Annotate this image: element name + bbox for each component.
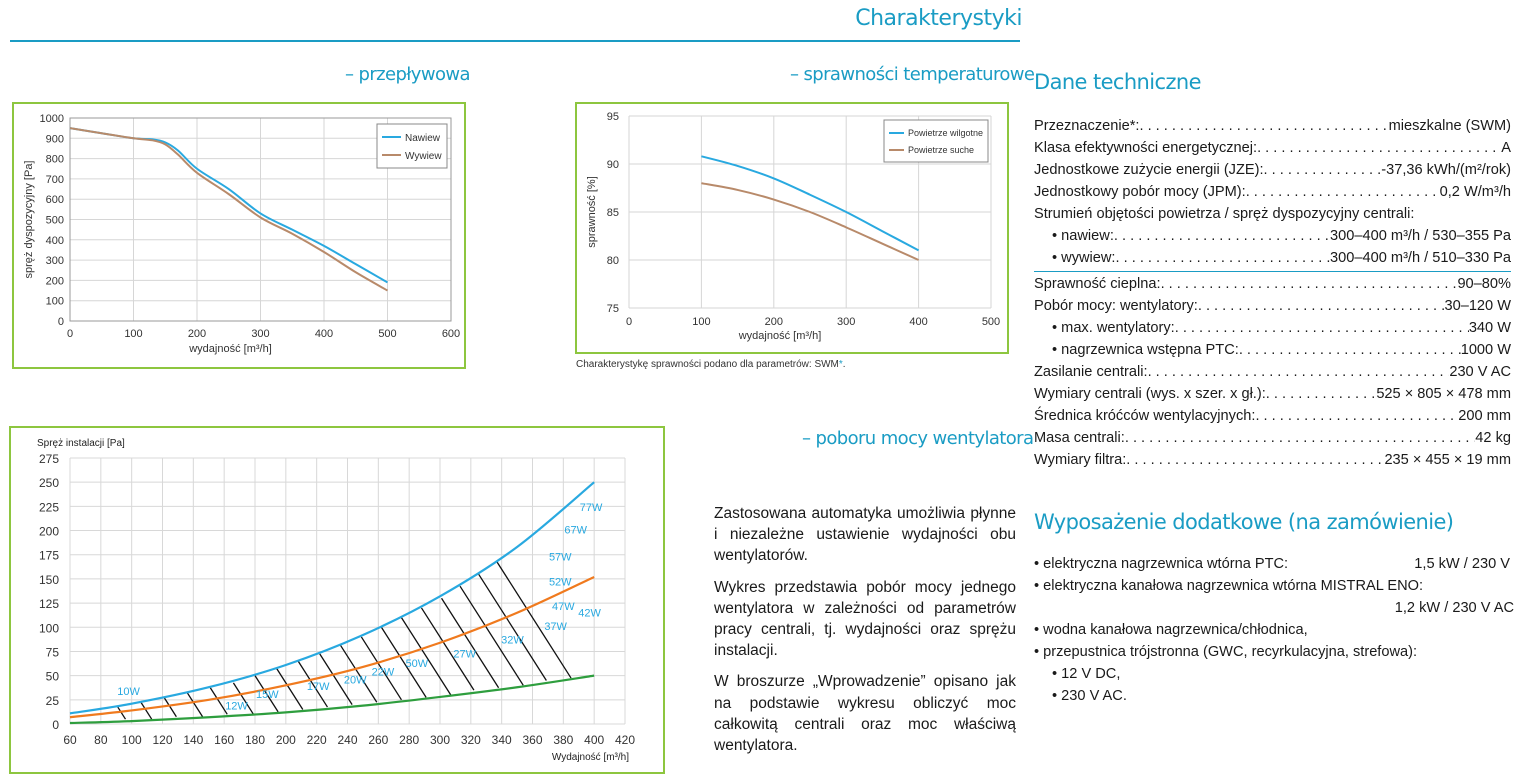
y-tick-label: 80 xyxy=(606,255,619,267)
description xyxy=(714,503,1016,766)
y-tick-label: 800 xyxy=(45,153,64,166)
spec-leader xyxy=(1266,383,1377,405)
spec-label: Klasa efektywności energetycznej: xyxy=(1034,140,1258,156)
x-tick-label: 100 xyxy=(124,328,143,340)
spec-row xyxy=(1034,339,1511,361)
power-label: 47W xyxy=(552,600,575,613)
y-axis-label: sprawność [%] xyxy=(586,176,598,248)
y-tick-label: 125 xyxy=(38,597,59,612)
spec-row xyxy=(1034,317,1511,339)
accessory-item-value: 1,2 kW / 230 V AC xyxy=(1394,600,1514,616)
tech-table xyxy=(1034,115,1511,471)
spec-label: Jednostkowy pobór mocy (JPM): xyxy=(1034,184,1246,200)
flow-chart-heading: – przepływowa xyxy=(345,64,470,85)
series-line-wywiew xyxy=(70,128,388,290)
spec-label: Wymiary centrali (wys. x szer. x gł.): xyxy=(1034,386,1266,402)
spec-value: mieszkalne (SWM) xyxy=(1388,118,1511,134)
header-rule xyxy=(10,40,1020,42)
spec-value: 42 kg xyxy=(1475,430,1511,446)
power-label: 57W xyxy=(548,551,572,564)
x-tick-label: 260 xyxy=(368,733,389,747)
x-tick-label: 300 xyxy=(251,328,270,340)
spec-leader xyxy=(1161,273,1458,295)
x-tick-label: 220 xyxy=(306,733,327,747)
spec-row xyxy=(1034,247,1511,269)
iso-power-line xyxy=(187,693,202,717)
spec-label: Masa centrali: xyxy=(1034,430,1125,446)
spec-value: 300–400 m³/h / 530–355 Pa xyxy=(1330,228,1511,244)
iso-power-line xyxy=(141,702,152,719)
spec-value: 90–80% xyxy=(1457,276,1511,292)
x-tick-label: 0 xyxy=(625,316,633,328)
accessories-heading: Wyposażenie dodatkowe (na zamówienie) xyxy=(1034,510,1454,534)
power-label: 32W xyxy=(501,634,524,647)
accessories-list xyxy=(1034,553,1514,707)
power-label: 10W xyxy=(117,685,140,698)
legend-label: Wywiew xyxy=(405,151,442,162)
y-tick-label: 25 xyxy=(45,693,59,708)
spec-label: • nawiew: xyxy=(1052,228,1114,244)
y-tick-label: 600 xyxy=(45,194,64,207)
x-tick-label: 200 xyxy=(275,733,296,747)
x-tick-label: 400 xyxy=(909,316,928,328)
spec-value: 0,2 W/m³/h xyxy=(1439,184,1511,200)
spec-leader xyxy=(1139,115,1388,137)
spec-row xyxy=(1034,273,1511,295)
x-tick-label: 160 xyxy=(214,733,235,747)
power-label: 22W xyxy=(371,666,395,679)
x-tick-label: 320 xyxy=(460,733,481,747)
spec-row xyxy=(1034,383,1511,405)
spec-label: Zasilanie centrali: xyxy=(1034,364,1148,380)
series-line-nawiew xyxy=(70,128,388,282)
spec-row xyxy=(1034,225,1511,247)
y-tick-label: 0 xyxy=(52,718,59,732)
legend-label: Powietrze wilgotne xyxy=(908,128,984,138)
x-axis-label: wydajność [m³/h] xyxy=(189,343,272,355)
temp-chart-heading: – sprawności temperaturowe xyxy=(790,64,1035,85)
x-tick-label: 500 xyxy=(378,328,397,340)
spec-value: 30–120 W xyxy=(1444,298,1511,314)
spec-value: 235 × 455 × 19 mm xyxy=(1384,452,1511,468)
spec-leader xyxy=(1116,247,1331,269)
y-tick-label: 175 xyxy=(38,548,59,563)
x-tick-label: 400 xyxy=(584,733,605,747)
x-tick-label: 500 xyxy=(981,316,1001,328)
chart-title: Spręż instalacji [Pa] xyxy=(37,438,125,449)
y-tick-label: 250 xyxy=(38,476,59,491)
spec-leader xyxy=(1255,405,1458,427)
power-chart-panel xyxy=(9,426,665,774)
spec-leader xyxy=(1246,181,1440,203)
power-chart xyxy=(11,428,663,772)
legend-label: Powietrze suche xyxy=(908,145,975,155)
spec-row xyxy=(1034,405,1511,427)
spec-value: 340 W xyxy=(1468,320,1511,336)
power-label: 37W xyxy=(544,621,567,634)
y-tick-label: 0 xyxy=(57,316,64,328)
legend xyxy=(884,120,988,162)
spec-label: Przeznaczenie*: xyxy=(1034,118,1140,134)
spec-label: Wymiary filtra: xyxy=(1034,452,1127,468)
x-tick-label: 80 xyxy=(94,733,108,747)
x-axis-label: Wydajność [m³/h] xyxy=(551,752,629,763)
spec-value: 300–400 m³/h / 510–330 Pa xyxy=(1330,250,1511,266)
iso-power-line xyxy=(442,598,499,687)
power-label: 12W xyxy=(225,700,248,713)
x-tick-label: 200 xyxy=(764,316,783,328)
stream-label: Strumień objętości powietrza / spręż dyspozycyjny centrali: xyxy=(1034,206,1415,222)
spec-leader xyxy=(1257,137,1501,159)
y-tick-label: 100 xyxy=(45,295,64,308)
power-chart-heading: – poboru mocy wentylatora xyxy=(802,428,1034,449)
x-tick-label: 240 xyxy=(337,733,358,747)
x-tick-label: 60 xyxy=(63,733,77,747)
accessory-item: • elektryczna kanałowa nagrzewnica wtórna MISTRAL ENO: xyxy=(1034,578,1424,594)
y-tick-label: 275 xyxy=(38,452,59,466)
y-tick-label: 85 xyxy=(606,207,619,219)
power-label: 52W xyxy=(548,576,572,589)
page-title: Charakterystyki xyxy=(855,6,1022,31)
spec-leader xyxy=(1125,427,1475,449)
x-axis-label: wydajność [m³/h] xyxy=(738,330,822,342)
power-label: 15W xyxy=(256,688,279,701)
description-p3: W broszurze „Wprowadzenie” opisano jak na podstawie wykresu obliczyć moc całkowitą centrali oraz moc właściwą wentylatora. xyxy=(714,673,1016,755)
y-axis-label: spręż dyspozycyjny [Pa] xyxy=(23,160,35,279)
series-line-humid xyxy=(701,156,918,250)
x-tick-label: 180 xyxy=(244,733,266,747)
x-tick-label: 0 xyxy=(66,328,74,340)
spec-row xyxy=(1034,449,1511,471)
x-tick-label: 100 xyxy=(121,733,142,747)
x-tick-label: 380 xyxy=(553,733,574,747)
accessory-subitem: • 230 V AC. xyxy=(1052,688,1127,704)
spec-leader xyxy=(1114,225,1330,247)
spec-row xyxy=(1034,427,1511,449)
power-label: 42W xyxy=(578,607,601,620)
spec-value: 525 × 805 × 478 mm xyxy=(1376,386,1511,402)
tech-divider xyxy=(1034,271,1511,272)
x-tick-label: 420 xyxy=(614,733,636,747)
y-tick-label: 95 xyxy=(606,111,619,123)
spec-label: Pobór mocy: wentylatory: xyxy=(1034,298,1198,314)
spec-row xyxy=(1034,181,1511,203)
y-tick-label: 500 xyxy=(45,214,64,227)
efficiency-note: Charakterystykę sprawności podano dla parametrów: SWM*. xyxy=(576,359,846,370)
temp-chart xyxy=(577,104,1007,352)
spec-leader xyxy=(1198,295,1445,317)
x-tick-label: 360 xyxy=(522,733,543,747)
iso-power-line xyxy=(277,668,303,709)
x-tick-label: 600 xyxy=(441,328,461,340)
spec-value: -37,36 kWh/(m²/rok) xyxy=(1381,162,1511,178)
spec-leader xyxy=(1175,317,1469,339)
y-tick-label: 900 xyxy=(45,133,64,146)
x-tick-label: 280 xyxy=(399,733,420,747)
spec-leader xyxy=(1239,339,1461,361)
x-tick-label: 120 xyxy=(152,733,173,747)
flow-chart-panel xyxy=(12,102,466,369)
accessory-subitem: • 12 V DC, xyxy=(1052,666,1121,682)
power-label: 20W xyxy=(343,674,367,687)
spec-label: • max. wentylatory: xyxy=(1052,320,1175,336)
spec-row xyxy=(1034,159,1511,181)
description-p2: Wykres przedstawia pobór mocy jednego wentylatora w zależności od parametrów pracy centrali, tj. wydajności oraz sprężu instalacji. xyxy=(714,578,1016,660)
y-tick-label: 1000 xyxy=(39,113,64,125)
power-label: 27W xyxy=(453,648,476,661)
y-tick-label: 700 xyxy=(45,173,64,186)
spec-leader xyxy=(1264,159,1382,181)
spec-value: 200 mm xyxy=(1458,408,1511,424)
power-label: 17W xyxy=(306,681,330,694)
x-tick-label: 200 xyxy=(187,328,207,340)
x-tick-label: 300 xyxy=(837,316,856,328)
spec-row xyxy=(1034,115,1511,137)
tech-heading: Dane techniczne xyxy=(1034,70,1201,94)
spec-label: Jednostkowe zużycie energii (JZE): xyxy=(1034,162,1264,178)
y-tick-label: 200 xyxy=(45,275,64,288)
y-tick-label: 400 xyxy=(45,234,64,247)
accessory-item: • elektryczna nagrzewnica wtórna PTC: 1,5 kW / 230 V xyxy=(1034,556,1510,572)
y-tick-label: 300 xyxy=(45,255,64,268)
y-tick-label: 90 xyxy=(606,159,619,171)
x-tick-label: 300 xyxy=(429,733,451,747)
spec-label: Średnica króćców wentylacyjnych: xyxy=(1034,408,1256,424)
accessory-item: • przepustnica trójstronna (GWC, recyrkulacyjna, strefowa): xyxy=(1034,644,1418,660)
accessory-item: • wodna kanałowa nagrzewnica/chłodnica, xyxy=(1034,622,1308,638)
spec-row xyxy=(1034,295,1511,317)
flow-chart xyxy=(14,104,464,367)
y-tick-label: 75 xyxy=(606,303,619,315)
y-tick-label: 225 xyxy=(38,500,59,515)
spec-value: 1000 W xyxy=(1460,342,1511,358)
description-p1: Zastosowana automatyka umożliwia płynne i niezależne ustawienie wydajności obu wentylatorów. xyxy=(714,505,1016,565)
spec-label: • nagrzewnica wstępna PTC: xyxy=(1052,342,1239,358)
y-tick-label: 150 xyxy=(38,572,59,587)
spec-label: Sprawność cieplna: xyxy=(1034,276,1161,292)
power-label: 77W xyxy=(579,502,603,515)
y-tick-label: 50 xyxy=(45,669,59,684)
x-tick-label: 140 xyxy=(183,733,204,747)
spec-value: 230 V AC xyxy=(1449,364,1511,380)
legend-label: Nawiew xyxy=(405,133,441,144)
x-tick-label: 100 xyxy=(692,316,711,328)
spec-row xyxy=(1034,361,1511,383)
y-tick-label: 100 xyxy=(38,621,59,636)
y-tick-label: 200 xyxy=(38,524,59,539)
x-tick-label: 400 xyxy=(314,328,334,340)
spec-label: • wywiew: xyxy=(1052,250,1116,266)
x-tick-label: 340 xyxy=(491,733,512,747)
power-label: 50W xyxy=(405,657,429,670)
spec-value: A xyxy=(1501,140,1511,156)
temp-chart-panel xyxy=(575,102,1009,354)
iso-power-line xyxy=(118,707,126,719)
y-tick-label: 75 xyxy=(45,645,59,660)
spec-leader xyxy=(1148,361,1450,383)
spec-leader xyxy=(1126,449,1384,471)
upper-envelope-line xyxy=(70,482,594,713)
spec-row xyxy=(1034,137,1511,159)
power-label: 67W xyxy=(564,524,587,537)
